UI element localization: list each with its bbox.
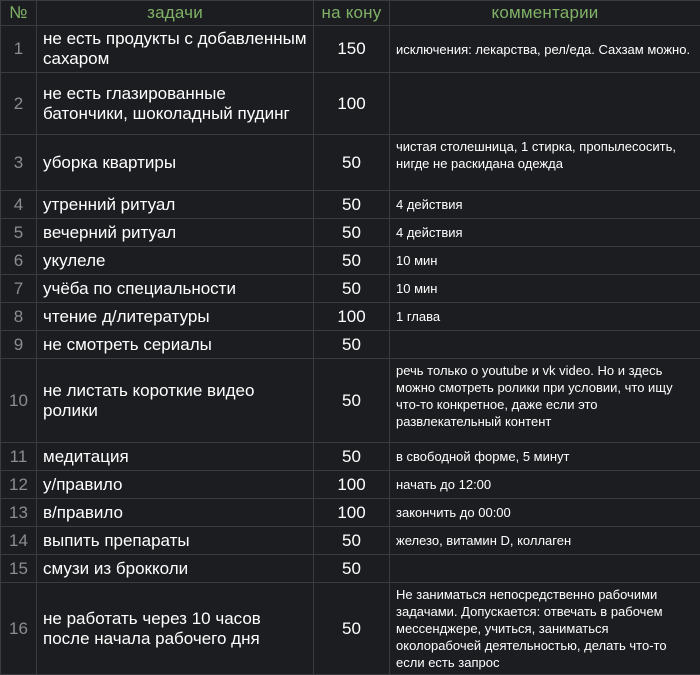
- row-num: 11: [1, 443, 37, 471]
- row-comment: чистая столешница, 1 стирка, пропылесосить, нигде не раскидана одежда: [390, 135, 700, 191]
- row-stake: 50: [314, 135, 390, 191]
- row-num: 12: [1, 471, 37, 499]
- header-row: [1, 1, 700, 26]
- table-row: [1, 191, 700, 219]
- row-stake: 50: [314, 219, 390, 247]
- row-num: 14: [1, 527, 37, 555]
- table-row: [1, 471, 700, 499]
- row-comment: железо, витамин D, коллаген: [390, 527, 700, 555]
- row-stake: 50: [314, 247, 390, 275]
- row-comment: 4 действия: [390, 219, 700, 247]
- row-task: уборка квартиры: [37, 135, 314, 191]
- row-num: 1: [1, 26, 37, 73]
- row-comment: 10 мин: [390, 247, 700, 275]
- row-task: у/правило: [37, 471, 314, 499]
- header-task: задачи: [37, 1, 314, 26]
- row-task: не смотреть сериалы: [37, 331, 314, 359]
- row-comment: [390, 73, 700, 135]
- row-stake: 50: [314, 331, 390, 359]
- row-task: вечерний ритуал: [37, 219, 314, 247]
- row-stake: 50: [314, 583, 390, 675]
- row-stake: 150: [314, 26, 390, 73]
- row-num: 10: [1, 359, 37, 443]
- row-num: 5: [1, 219, 37, 247]
- row-num: 3: [1, 135, 37, 191]
- header-stake: на кону: [314, 1, 390, 26]
- row-comment: 10 мин: [390, 275, 700, 303]
- row-task: смузи из брокколи: [37, 555, 314, 583]
- row-comment: [390, 331, 700, 359]
- row-comment: 1 глава: [390, 303, 700, 331]
- table-row: [1, 247, 700, 275]
- row-stake: 50: [314, 359, 390, 443]
- row-stake: 100: [314, 471, 390, 499]
- row-comment: Не заниматься непосредственно рабочими задачами. Допускается: отвечать в рабочем мессенджере, учиться, заниматься околорабочей деятельностью, делать что-то если есть запрос: [390, 583, 700, 675]
- row-task: не есть продукты с добавленным сахаром: [37, 26, 314, 73]
- row-num: 6: [1, 247, 37, 275]
- table-row: [1, 555, 700, 583]
- header-num: №: [1, 1, 37, 26]
- row-comment: [390, 555, 700, 583]
- row-stake: 50: [314, 275, 390, 303]
- table-row: [1, 275, 700, 303]
- row-stake: 50: [314, 555, 390, 583]
- row-comment: начать до 12:00: [390, 471, 700, 499]
- row-task: учёба по специальности: [37, 275, 314, 303]
- row-task: медитация: [37, 443, 314, 471]
- row-task: в/правило: [37, 499, 314, 527]
- table-row: [1, 303, 700, 331]
- table-row: [1, 331, 700, 359]
- row-task: не есть глазированные батончики, шоколадный пудинг: [37, 73, 314, 135]
- row-stake: 50: [314, 527, 390, 555]
- table-row: [1, 219, 700, 247]
- row-comment: закончить до 00:00: [390, 499, 700, 527]
- table-row: [1, 26, 700, 73]
- row-stake: 100: [314, 499, 390, 527]
- row-num: 13: [1, 499, 37, 527]
- table-row: [1, 527, 700, 555]
- table-row: [1, 583, 700, 675]
- row-num: 2: [1, 73, 37, 135]
- row-stake: 50: [314, 191, 390, 219]
- row-num: 15: [1, 555, 37, 583]
- row-task: не листать короткие видео ролики: [37, 359, 314, 443]
- row-task: выпить препараты: [37, 527, 314, 555]
- row-stake: 50: [314, 443, 390, 471]
- row-num: 4: [1, 191, 37, 219]
- header-comment: комментарии: [390, 1, 700, 26]
- row-comment: 4 действия: [390, 191, 700, 219]
- table-row: [1, 499, 700, 527]
- row-num: 9: [1, 331, 37, 359]
- table-row: [1, 135, 700, 191]
- row-num: 7: [1, 275, 37, 303]
- row-task: чтение д/литературы: [37, 303, 314, 331]
- table-row: [1, 359, 700, 443]
- row-comment: в свободной форме, 5 минут: [390, 443, 700, 471]
- row-stake: 100: [314, 303, 390, 331]
- row-num: 8: [1, 303, 37, 331]
- row-task: не работать через 10 часов после начала рабочего дня: [37, 583, 314, 675]
- row-comment: речь только о youtube и vk video. Но и здесь можно смотреть ролики при условии, что ищу что-то конкретное, даже если это развлекательный контент: [390, 359, 700, 443]
- row-comment: исключения: лекарства, рел/еда. Сахзам можно.: [390, 26, 700, 73]
- row-task: укулеле: [37, 247, 314, 275]
- row-stake: 100: [314, 73, 390, 135]
- table-row: [1, 73, 700, 135]
- row-task: утренний ритуал: [37, 191, 314, 219]
- table-row: [1, 443, 700, 471]
- row-num: 16: [1, 583, 37, 675]
